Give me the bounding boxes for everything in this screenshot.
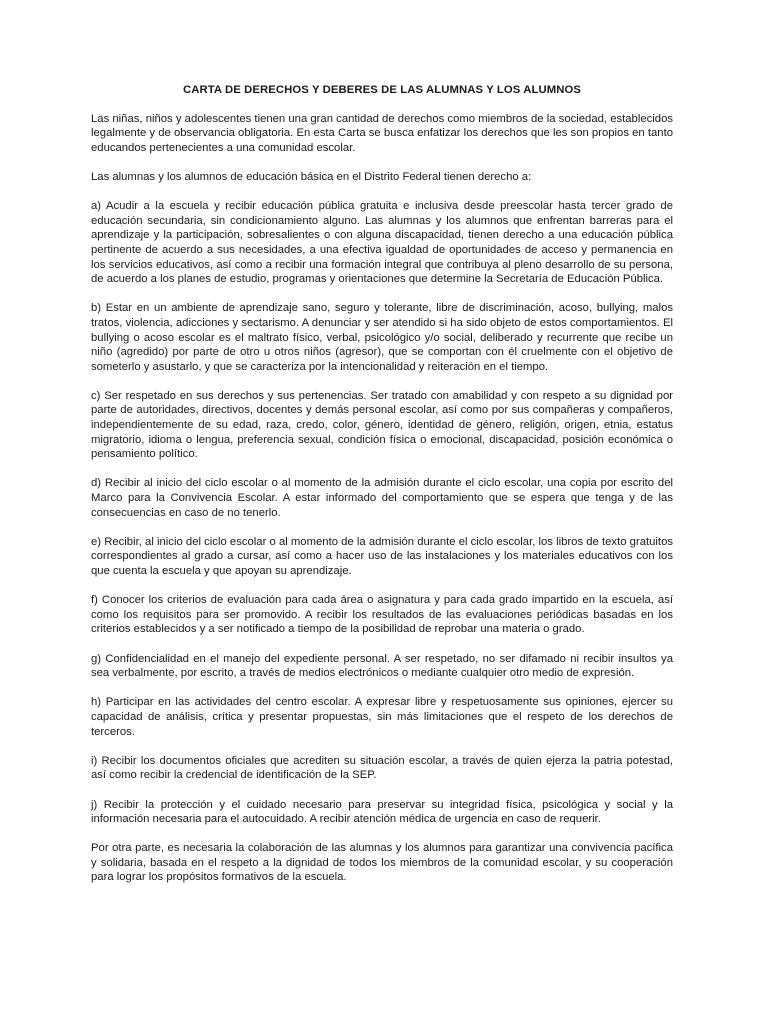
- paragraph-right-j: j) Recibir la protección y el cuidado necesario para preservar su integridad física, psicológica y social y la información necesaria para el autocuidado. A recibir atención médica de urgencia en caso de requerir.: [91, 798, 673, 826]
- document-body: [91, 83, 673, 900]
- paragraph-right-h: h) Participar en las actividades del centro escolar. A expresar libre y respetuosamente sus opiniones, ejercer su capacidad de análisis, crítica y presentar propuestas, sin más limitaciones que el respeto de los derechos de terceros.: [91, 696, 673, 738]
- paragraph-closing: Por otra parte, es necesaria la colaboración de las alumnas y los alumnos para garantizar una convivencia pacífica y solidaria, basada en el respeto a la dignidad de todos los miembros de la comunidad escolar, y su cooperación para lograr los propósitos formativos de la escuela.: [91, 842, 673, 884]
- paragraph-rights-lead: Las alumnas y los alumnos de educación básica en el Distrito Federal tienen derecho a:: [91, 170, 532, 183]
- paragraph-right-f: f) Conocer los criterios de evaluación para cada área o asignatura y para cada grado impartido en la escuela, así como los requisitos para ser promovido. A recibir los resultados de las evaluaciones periódicas basadas en los criterios establecidos y a ser notificado a tiempo de la posibilidad de reprobar una materia o grado.: [91, 594, 673, 636]
- paragraph-right-b: b) Estar en un ambiente de aprendizaje sano, seguro y tolerante, libre de discriminación, acoso, bullying, malos tratos, violencia, adicciones y sectarismo. A denunciar y ser atendido si ha sido objeto de estos comportamientos. El bullying o acoso escolar es el maltrato físico, verbal, psicológico y/o social, deliberado y recurrente que recibe un niño (agredido) por parte de otro u otros niños (agresor), que se comportan con él cruelmente con el objetivo de someterlo y asustarlo, y que se caracteriza por la intencionalidad y reiteración en el tiempo.: [91, 302, 673, 373]
- paragraph-right-a: a) Acudir a la escuela y recibir educación pública gratuita e inclusiva desde preescolar hasta tercer grado de educación secundaria, sin condicionamiento alguno. Las alumnas y los alumnos que enfrentan barreras para el aprendizaje y la participación, sobresalientes o con alguna discapacidad, tienen derecho a una educación pública pertinente de acuerdo a sus necesidades, a una efectiva igualdad de oportunidades de acceso y permanencia en los servicios educativos, así como a recibir una formación integral que contribuya al pleno desarrollo de su persona, de acuerdo a los planes de estudio, programas y orientaciones que determine la Secretaría de Educación Pública.: [91, 200, 673, 286]
- paragraph-right-c: c) Ser respetado en sus derechos y sus pertenencias. Ser tratado con amabilidad y con respeto a su dignidad por parte de autoridades, directivos, docentes y demás personal escolar, así como por sus compañeras y compañeros, independientemente de su edad, raza, credo, color, género, identidad de género, religión, origen, etnia, estatus migratorio, idioma o lengua, preferencia sexual, condición física o emocional, discapacidad, posición económica o pensamiento político.: [91, 389, 673, 461]
- paragraph-right-d: d) Recibir al inicio del ciclo escolar o al momento de la admisión durante el ciclo escolar, una copia por escrito del Marco para la Convivencia Escolar. A estar informado del comportamiento que se espera que tenga y de las consecuencias en caso de no tenerlo.: [91, 477, 673, 519]
- paragraph-right-i: i) Recibir los documentos oficiales que acrediten su situación escolar, a través de quien ejerza la patria potestad, así como recibir la credencial de identificación de la SEP.: [91, 754, 673, 782]
- paragraph-right-g: g) Confidencialidad en el manejo del expediente personal. A ser respetado, no ser difamado ni recibir insultos ya sea verbalmente, por escrito, a través de medios electrónicos o mediante cualquier otro medio de expresión.: [91, 652, 673, 680]
- document-title: CARTA DE DERECHOS Y DEBERES DE LAS ALUMNAS Y LOS ALUMNOS: [182, 84, 582, 96]
- paragraph-right-e: e) Recibir, al inicio del ciclo escolar o al momento de la admisión durante el ciclo escolar, los libros de texto gratuitos correspondientes al grado a cursar, así como a hacer uso de las instalaciones y los materiales educativos con los que cuenta la escuela y que apoyan su aprendizaje.: [91, 535, 673, 577]
- paragraph-intro: Las niñas, niños y adolescentes tienen una gran cantidad de derechos como miembros de la sociedad, establecidos legalmente y de observancia obligatoria. En esta Carta se busca enfatizar los derechos que les son propios en tanto educandos pertenecientes a una comunidad escolar.: [91, 112, 673, 154]
